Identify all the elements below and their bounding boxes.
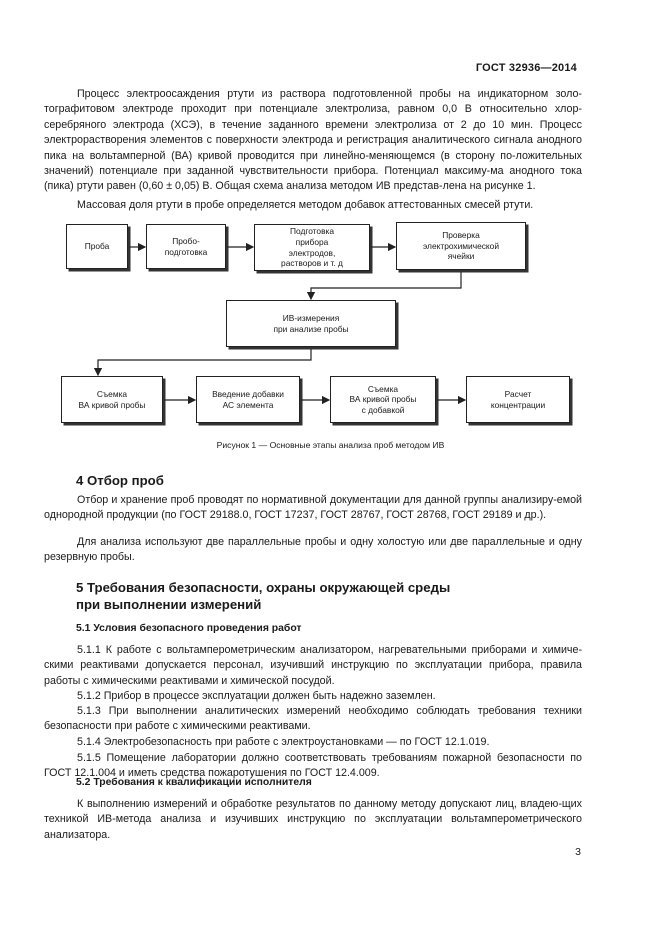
section-4-paragraph-1: Отбор и хранение проб проводят по нормативной документации для данной группы анализиру-емой однородной продукции (по ГОСТ 29188.0, ГОСТ 17237, ГОСТ 28767, ГОСТ 28768, ГОСТ 29189 и др.). (44, 494, 582, 522)
box-device-preparation: Подготовка прибора электродов, растворов и т. д (254, 224, 370, 271)
intro-paragraph-2: Массовая доля ртути в пробе определяется методом добавок аттестованных смесей ртути. (77, 199, 534, 211)
section-4-paragraph-2: Для анализа используют две параллельные пробы и одну холостую или две параллельные и одну резервную пробы. (44, 536, 582, 564)
figure-caption: Рисунок 1 — Основные этапы анализа проб методом ИВ (216, 440, 445, 450)
paragraph-5-1-1: 5.1.1 К работе с вольтамперометрическим анализатором, нагревательными приборами и химиче-скими реактивами допускается персонал, изучивший инструкцию по эксплуатации прибора, правила работы с химическими реактивами и химической посудой. (44, 644, 582, 687)
paragraph-5-2: К выполнению измерений и обработке результатов по данному методу допускают лиц, владею-щих техникой ИВ-метода анализа и изучивших инструкцию по эксплуатации вольтамперометрического анализатора. (44, 798, 582, 841)
box-cell-check: Проверка электрохимической ячейки (396, 222, 526, 270)
section-5-heading-line-1: 5 Требования безопасности, охраны окружающей среды (76, 580, 451, 595)
box-iv-measurement: ИВ-измерения при анализе пробы (226, 300, 396, 347)
standard-number: ГОСТ 32936—2014 (475, 62, 577, 74)
paragraph-5-1-2: 5.1.2 Прибор в процессе эксплуатации должен быть надежно заземлен. (77, 690, 436, 702)
section-5-heading-line-2: при выполнении измерений (76, 597, 262, 612)
paragraph-5-1-3: 5.1.3 При выполнении аналитических измерений необходимо соблюдать требования техники безопасности при работе с химическими реактивами. (44, 705, 582, 733)
box-curve-with-addition: Съемка ВА кривой пробы с добавкой (330, 376, 436, 423)
box-concentration-calc: Расчет концентрации (466, 376, 570, 423)
paragraph-5-1-4: 5.1.4 Электробезопасность при работе с электроустановками — по ГОСТ 12.1.019. (77, 736, 490, 748)
subsection-5-1-heading: 5.1 Условия безопасного проведения работ (76, 623, 302, 634)
box-add-standard: Введение добавки АС элемента (196, 376, 300, 423)
intro-paragraph-1: Процесс электроосаждения ртути из раствора подготовленной пробы на индикаторном золо-тографитовом электроде проходит при потенциале электролиза, равном 0,0 В относительно хлор-серебряного электрода (ХСЭ), в течение заданного времени электролиза от 2 до 10 мин. Процесс электрорастворения элементов с поверхности электрода и регистрация аналитического сигнала анодного пика на вольтамперной (ВА) кривой проводится при линейно-меняющемся (в сторону по-ложительных значений) потенциале при заданной чувствительности прибора. Потенциал максиму-ма анодного тока (пика) ртути равен (0,60 ± 0,05) В. Общая схема анализа методом ИВ представ-лена на рисунке 1. (44, 88, 582, 193)
section-4-heading: 4 Отбор проб (76, 473, 164, 488)
page-number: 3 (575, 846, 581, 858)
subsection-5-2-heading: 5.2 Требования к квалификации исполнителя (76, 777, 312, 788)
box-sample-curve: Съемка ВА кривой пробы (61, 376, 163, 423)
paragraph-5-1-5: 5.1.5 Помещение лаборатории должно соответствовать требованиям пожарной безопасности по ГОСТ 12.1.004 и иметь средства пожаротушения по ГОСТ 12.4.009. (44, 752, 582, 780)
box-sample-preparation: Пробо- подготовка (146, 224, 226, 269)
box-sample: Проба (66, 224, 128, 269)
